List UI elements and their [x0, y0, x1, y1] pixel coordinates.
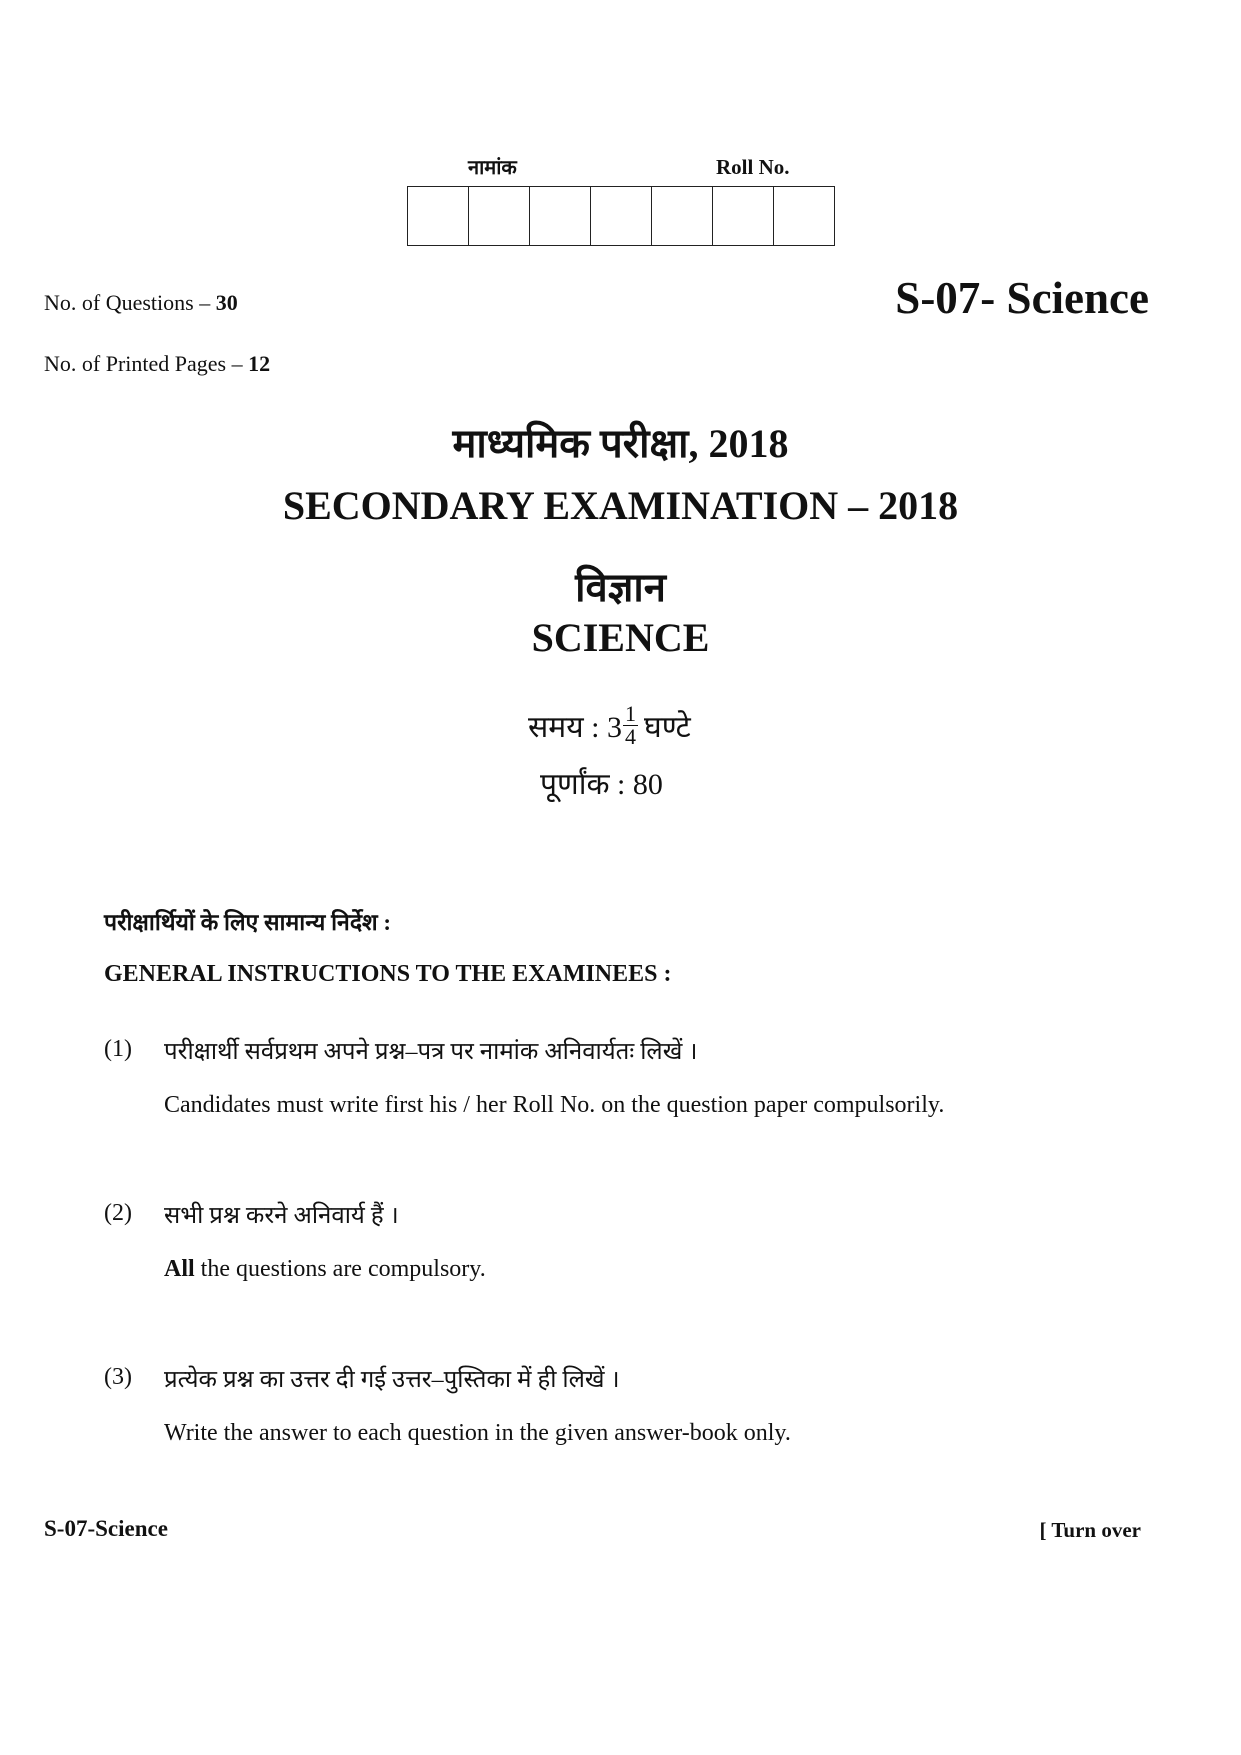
roll-label-hindi: नामांक — [468, 157, 517, 179]
time-label: समय : 3 — [528, 711, 622, 744]
instruction-hindi: प्रत्येक प्रश्न का उत्तर दी गई उत्तर–पुस्तिका में ही लिखें । — [164, 1367, 620, 1393]
questions-value: 30 — [215, 290, 238, 315]
roll-digit-box[interactable] — [774, 186, 835, 246]
instruction-english: Candidates must write first his / her Roll No. on the question paper compulsorily. — [164, 1092, 945, 1118]
instructions-heading-english: GENERAL INSTRUCTIONS TO THE EXAMINEES : — [104, 961, 672, 987]
roll-digit-box[interactable] — [469, 186, 530, 246]
pages-label: No. of Printed Pages – — [44, 351, 243, 376]
instruction-english — [164, 1256, 486, 1283]
questions-label: No. of Questions – — [44, 290, 211, 315]
roll-label-english: Roll No. — [716, 155, 790, 179]
instructions-heading-hindi: परीक्षार्थियों के लिए सामान्य निर्देश : — [104, 910, 392, 935]
instruction-number: (3) — [104, 1364, 132, 1390]
instruction-english-rest: the questions are compulsory. — [194, 1256, 486, 1282]
instruction-number: (1) — [104, 1036, 132, 1062]
roll-digit-box[interactable] — [591, 186, 652, 246]
max-marks: पूर्णांक : 80 — [540, 768, 663, 801]
time-fraction — [623, 703, 638, 748]
roll-number-boxes — [407, 186, 835, 246]
exam-title-english: SECONDARY EXAMINATION – 2018 — [282, 483, 959, 528]
pages-value: 12 — [248, 351, 271, 376]
footer-paper-code: S-07-Science — [44, 1516, 168, 1541]
turn-over-note: [ Turn over — [1039, 1518, 1141, 1542]
instruction-number: (2) — [104, 1200, 132, 1226]
pages-count — [44, 351, 270, 377]
roll-digit-box[interactable] — [713, 186, 774, 246]
roll-digit-box[interactable] — [408, 186, 469, 246]
questions-count — [44, 290, 238, 316]
paper-code-title: S-07- Science — [895, 273, 1149, 323]
roll-digit-box[interactable] — [530, 186, 591, 246]
instruction-emphasis: All — [164, 1256, 195, 1282]
fraction-numerator: 1 — [624, 701, 636, 726]
exam-duration — [528, 703, 691, 748]
instruction-hindi: सभी प्रश्न करने अनिवार्य हैं । — [164, 1203, 399, 1229]
fraction-denominator: 4 — [624, 724, 636, 749]
instruction-hindi: परीक्षार्थी सर्वप्रथम अपने प्रश्न–पत्र पर नामांक अनिवार्यतः लिखें । — [164, 1039, 698, 1065]
instruction-english: Write the answer to each question in the given answer-book only. — [164, 1420, 791, 1446]
subject-hindi: विज्ञान — [575, 565, 666, 610]
roll-digit-box[interactable] — [652, 186, 713, 246]
exam-title-hindi: माध्यमिक परीक्षा, 2018 — [452, 421, 789, 466]
subject-english: SCIENCE — [531, 615, 710, 660]
time-unit: घण्टे — [643, 711, 691, 744]
